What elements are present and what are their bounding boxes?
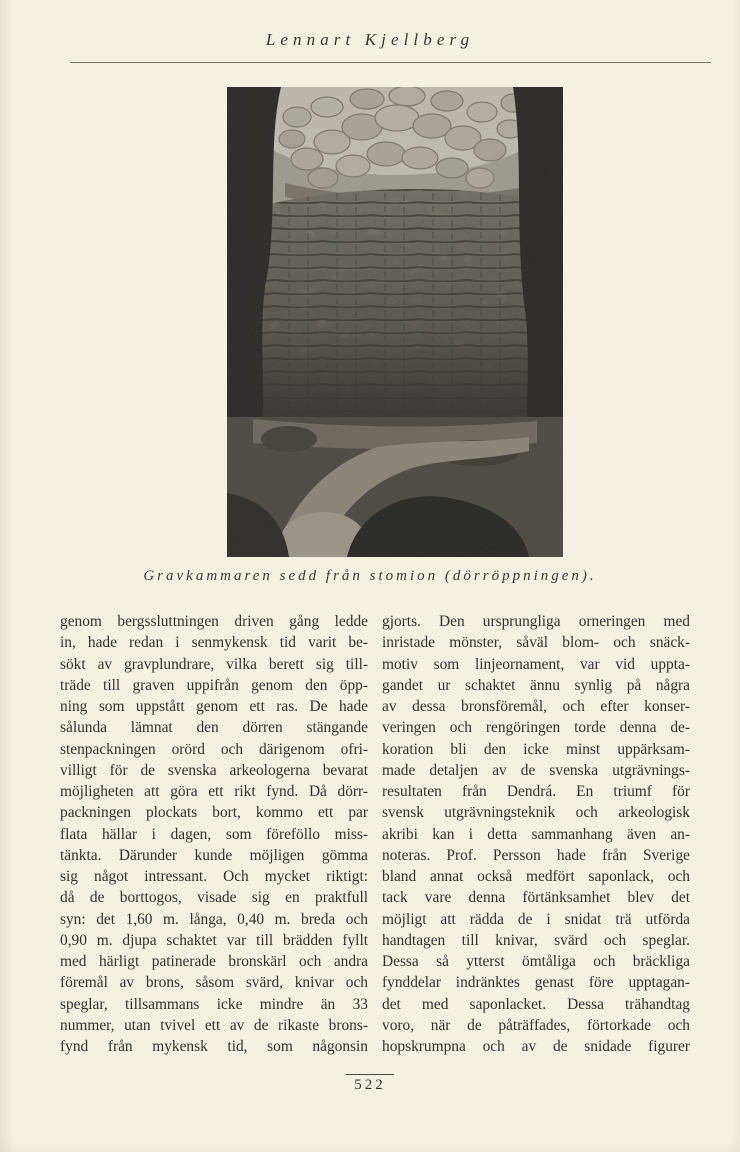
text-line: möjligt att rädda de i snidat trä utförda xyxy=(382,910,690,928)
text-line: made detaljen av de svenska utgrävnings- xyxy=(382,761,690,779)
text-line: veringen och rengöringen torde denna de- xyxy=(382,719,690,737)
text-line: Dessa så ytterst ömtåliga och bräckliga xyxy=(382,953,690,970)
text-line: gjorts. Den ursprungliga orneringen med xyxy=(382,613,690,630)
page-footer xyxy=(0,1074,740,1094)
text-column-right xyxy=(382,611,690,1057)
text-line: koration bli den icke minst uppärksam- xyxy=(382,740,690,758)
text-column-left xyxy=(60,611,368,1057)
text-line: genom bergssluttningen driven gång ledde xyxy=(60,613,368,630)
text-line: bland annat också medfört saponlack, och xyxy=(382,868,690,885)
text-line: akribi kan i detta sammanhang även an- xyxy=(382,825,690,843)
text-line: sålunda lämnat den dörren stängande xyxy=(60,719,368,737)
text-line: tänkta. Därunder kunde möjligen gömma xyxy=(60,846,368,864)
text-line: villigt för de svenska arkeologerna bevarat xyxy=(60,761,368,779)
text-line: träde till graven uppifrån genom den öpp- xyxy=(60,676,368,694)
text-line: fynddelar indränktes genast före upptagan- xyxy=(382,974,690,992)
text-line: in, hade redan i senmykensk tid varit be- xyxy=(60,634,368,652)
text-line: det med saponlacket. Dessa trähandtag xyxy=(382,995,690,1013)
text-line: sökt av gravplundrare, vilka berett sig till- xyxy=(60,655,368,673)
text-line: möjligheten att göra ett rikt fynd. Då dörr- xyxy=(60,783,368,800)
text-line: ning som uppstått genom ett ras. De hade xyxy=(60,698,368,715)
text-line: gandet ur schaktet ännu synlig på några xyxy=(382,676,690,694)
text-line: 0,90 m. djupa schaktet var till brädden fyllt xyxy=(60,931,368,949)
text-columns xyxy=(60,611,690,1057)
text-line: av dessa bronsföremål, och efter konser- xyxy=(382,698,690,715)
text-line: tack vare denna förtänksamhet blev det xyxy=(382,889,690,907)
figure-tomb-chamber xyxy=(227,87,563,557)
running-head: Lennart Kjellberg xyxy=(265,30,475,49)
page-number: 522 xyxy=(346,1074,394,1094)
text-line: nummer, utan tvivel ett av de rikaste brons- xyxy=(60,1016,368,1034)
tomb-chamber-photo xyxy=(227,87,563,557)
text-line: inristade mönster, såväl blom- och snäck- xyxy=(382,634,690,652)
text-line: stenpackningen orörd och därigenom ofri- xyxy=(60,740,368,758)
text-line: handtagen till knivar, svärd och speglar. xyxy=(382,931,690,949)
text-line: fynd från mykensk tid, som någonsin xyxy=(60,1038,368,1055)
text-line: med härligt patinerade bronskärl och andra xyxy=(60,953,368,970)
text-line: då de borttogos, visade sig en praktfull xyxy=(60,889,368,907)
figure-caption: Gravkammaren sedd från stomion (dörröppningen). xyxy=(143,568,597,584)
text-line: packningen plockats bort, kommo ett par xyxy=(60,804,368,822)
text-line: hopskrumpna och av de snidade figurer xyxy=(382,1038,690,1055)
text-line: noteras. Prof. Persson hade från Sverige xyxy=(382,846,690,864)
text-line: flata hällar i dagen, som föreföllo miss- xyxy=(60,825,368,843)
text-line: svensk utgrävningsteknik och arkeologisk xyxy=(382,804,690,822)
text-line: syn: det 1,60 m. långa, 0,40 m. breda och xyxy=(60,910,368,928)
text-line: motiv som linjeornament, var vid uppta- xyxy=(382,655,690,673)
text-line: sig något intressant. Och mycket riktigt: xyxy=(60,868,368,885)
text-line: resultaten från Dendrá. En triumf för xyxy=(382,783,690,800)
text-line: speglar, tillsammans icke mindre än 33 xyxy=(60,995,368,1013)
text-line: voro, när de påträffades, förtorkade och xyxy=(382,1016,690,1034)
header-rule xyxy=(70,62,711,63)
text-line: föremål av brons, såsom svärd, knivar och xyxy=(60,974,368,992)
